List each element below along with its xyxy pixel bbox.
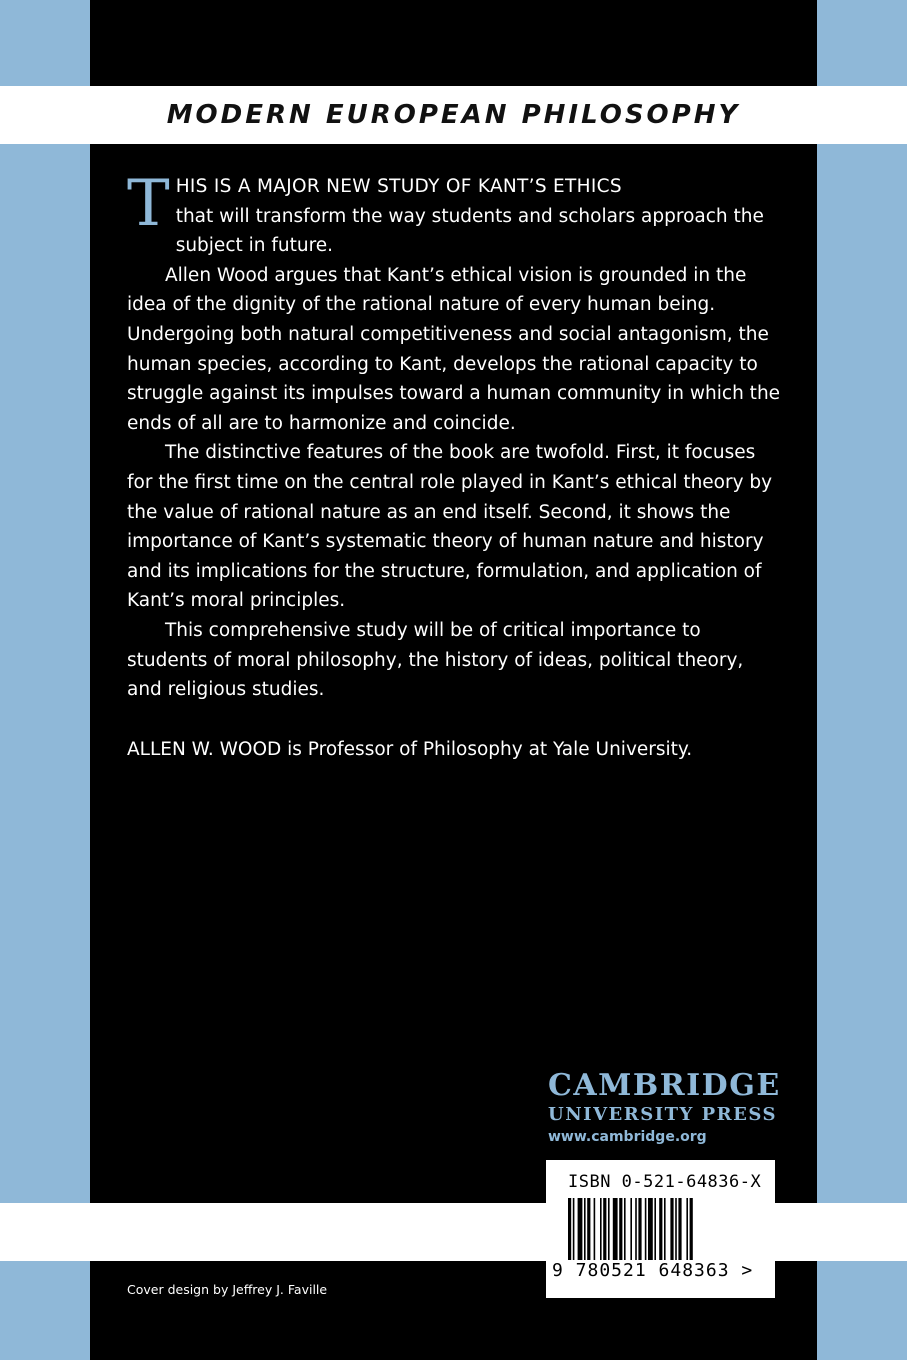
barcode-bar bbox=[603, 1198, 606, 1260]
barcode-bar bbox=[654, 1198, 656, 1260]
barcode-bar bbox=[613, 1198, 618, 1260]
publisher-name: CAMBRIDGE bbox=[548, 1068, 781, 1103]
blurb bbox=[127, 167, 782, 705]
cover-credit: Cover design by Jeffrey J. Faville bbox=[127, 1282, 328, 1297]
right-blue-stripe bbox=[817, 0, 907, 1360]
blurb-paragraph-3: The distinctive features of the book are twofold. First, it focuses for the first time on the central role played in Kant’s ethical theory by the value of rational nature as an end itself. Second, it shows the importance of Kant’s systematic theory of human nature and history and its implications for the structure, formulation, and application of Kant’s moral principles. bbox=[127, 442, 773, 612]
barcode-bar bbox=[573, 1198, 575, 1260]
barcode-digits: 9 780521 648363 > bbox=[552, 1260, 754, 1281]
barcode-bar bbox=[584, 1198, 586, 1260]
publisher-press: UNIVERSITY PRESS bbox=[548, 1104, 777, 1125]
publisher-logo bbox=[548, 1068, 788, 1148]
barcode-bar bbox=[645, 1198, 647, 1260]
barcode-bars bbox=[568, 1198, 758, 1260]
blurb-paragraph-2: Allen Wood argues that Kant’s ethical vision is grounded in the idea of the dignity of the rational nature of every human being. Undergoing both natural competitiveness and social antagonism, the human species, according to Kant, develops the rational capacity to struggle against its impulses toward a human community in which the ends of all are to harmonize and coincide. bbox=[127, 264, 781, 434]
barcode-bar bbox=[630, 1198, 632, 1260]
blurb-paragraph-1 bbox=[127, 167, 782, 261]
barcode-box bbox=[546, 1160, 775, 1298]
barcode-bar bbox=[587, 1198, 590, 1260]
barcode-bar bbox=[594, 1198, 596, 1260]
barcode-bar bbox=[578, 1198, 583, 1260]
drop-cap: T bbox=[127, 167, 170, 241]
blurb-lead: HIS IS A MAJOR NEW STUDY OF KANT’S ETHICS bbox=[175, 176, 622, 197]
barcode-bar bbox=[608, 1198, 610, 1260]
isbn-text: ISBN 0-521-64836-X bbox=[568, 1172, 762, 1192]
barcode-bar bbox=[678, 1198, 681, 1260]
barcode-bar bbox=[690, 1198, 693, 1260]
barcode-bar bbox=[619, 1198, 622, 1260]
barcode-bar bbox=[675, 1198, 677, 1260]
barcode-bar bbox=[600, 1198, 602, 1260]
blurb-p1-rest: that will transform the way students and scholars approach the subject in future. bbox=[175, 205, 764, 257]
left-blue-stripe bbox=[0, 0, 90, 1360]
blurb-paragraph-4: This comprehensive study will be of critical importance to students of moral philosophy, the history of ideas, political theory, and religious studies. bbox=[127, 619, 744, 701]
series-title: MODERN EUROPEAN PHILOSOPHY bbox=[166, 100, 741, 130]
barcode-bar bbox=[624, 1198, 626, 1260]
barcode-bar bbox=[648, 1198, 653, 1260]
barcode-bar bbox=[686, 1198, 688, 1260]
barcode-bar bbox=[659, 1198, 662, 1260]
barcode-bar bbox=[664, 1198, 666, 1260]
barcode-bar bbox=[568, 1198, 571, 1260]
publisher-url: www.cambridge.org bbox=[548, 1129, 707, 1145]
barcode-bar bbox=[670, 1198, 673, 1260]
barcode-bar bbox=[635, 1198, 637, 1260]
author-bio: ALLEN W. WOOD is Professor of Philosophy at Yale University. bbox=[127, 739, 693, 760]
barcode-bar bbox=[638, 1198, 641, 1260]
